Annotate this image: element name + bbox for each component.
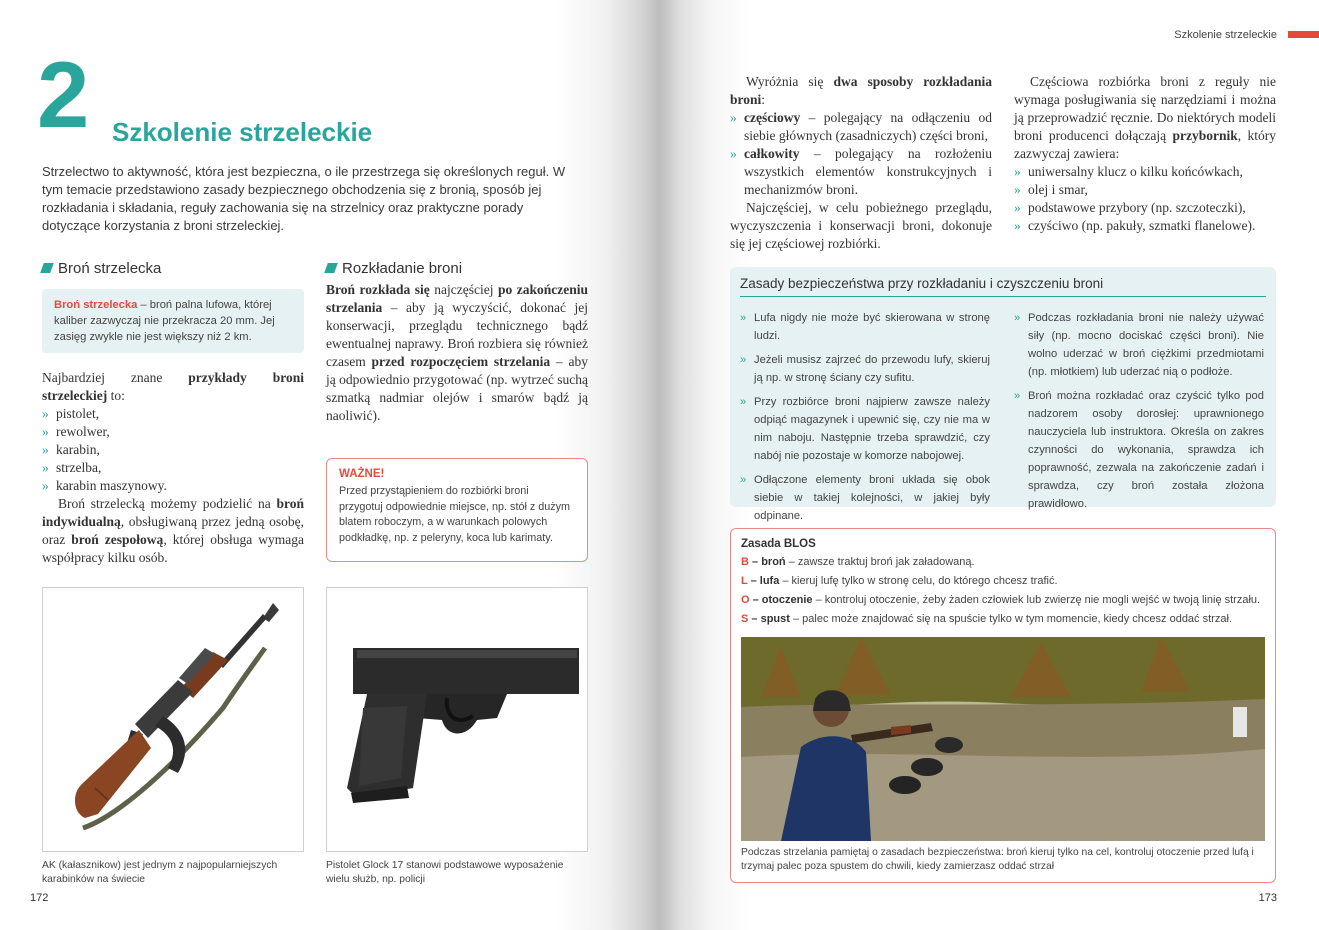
page-number-right: 173 [1258,892,1277,904]
safety-rules-left [740,309,990,531]
warning-box [326,458,588,562]
section-marker-icon [40,263,54,273]
list-item: » rewolwer, [42,423,304,441]
section-heading-rozkladanie: Rozkładanie broni [326,260,462,277]
list-item: » Broń można rozkładać oraz czyścić tylko pod nadzorem osoby dorosłej: uprawnionego nauczyciela lub instruktora. Określa on zakres czynności do wykonania, sprawdza ich poprawność, zezwala na zakończenie zadań i sprawdza, czy broń została złożona prawidłowo. [1014,387,1264,513]
list-item: » całkowity – polegający na rozłożeniu wszystkich elementów konstrukcyjnych i mechanizmów broni. [730,145,992,199]
safety-rules-right [1014,309,1264,519]
list-item: » Przy rozbiórce broni najpierw zawsze należy odpiąć magazynek i upewnić się, czy nie ma w nim naboju. Następnie trzeba sprawdzić, czy nabój nie pozostaje w komorze nabojowej. [740,393,990,465]
list-item: » Odłączone elementy broni układa się obok siebie w takiej kolejności, w jakiej były odpinane. [740,471,990,525]
definition-term: Broń strzelecka [54,299,138,311]
shooting-range-photo [741,637,1265,841]
methods-list [730,109,992,199]
range-photo-caption: Podczas strzelania pamiętaj o zasadach bezpieczeństwa: broń kieruj tylko na cel, kontroluj otoczenie przed lufą i trzymaj palec poza spustem do chwili, kiedy zamierzasz oddać strzał [741,847,1254,872]
list-item: » częściowy – polegający na odłączeniu od siebie głównych (zasadniczych) części broni, [730,109,992,145]
methods-paragraph: Najczęściej, w celu pobieżnego przeglądu, wyczyszczenia i konserwacji broni, dokonuje się jej częściowej rozbiórki. [730,200,992,251]
list-item: » Jeżeli musisz zajrzeć do przewodu lufy, skieruj ją np. w stronę ściany czy sufitu. [740,351,990,387]
list-item: » podstawowe przybory (np. szczoteczki), [1014,199,1276,217]
definition-text: – broń palna lufowa, której kaliber zazwyczaj nie przekracza 20 mm. Jej zasięg zwykle nie jest większy niż 2 km. [54,299,275,343]
safety-rules-title: Zasady bezpieczeństwa przy rozkładaniu i czyszczeniu broni [740,276,1266,297]
photo2-caption: Pistolet Glock 17 stanowi podstawowe wyposażenie wielu służb, np. policji [326,860,564,885]
kit-column: Częściowa rozbiórka broni z reguły nie wymaga posługiwania się narzędziami i można ją przeprowadzić ręcznie. Do niektórych modeli broni producenci dołączają przybornik, który zazwyczaj zawiera: » uniwersalny klucz o kilku końcówkach, » olej i smar, » podstawowe przybory (np. szczoteczki), » czyściwo (np. pakuły, szmatki flanelowe). [1014,73,1276,235]
kit-list [1014,163,1276,235]
blos-row-s: S – spust – palec może znajdować się na spuście tylko w tym momencie, kiedy chcesz oddać strzał. [741,613,1232,625]
warning-title: WAŻNE! [339,468,385,480]
examples-intro: Najbardziej znane przykłady broni strzeleckiej to: [42,370,304,403]
header-accent-bar [1288,31,1319,38]
list-item: » Podczas rozkładania broni nie należy używać siły (np. mocno dociskać części broni). Nie wolno uderzać w broń ciężkimi przedmiotami (np. młotkiem) lub uderzać nią o podłoże. [1014,309,1264,381]
safety-rules-box [730,267,1276,522]
definition-box [42,289,304,353]
blos-rule-box [730,528,1276,883]
warning-text: Przed przystąpieniem do rozbiórki broni przygotuj odpowiednie miejsce, np. stół z dużym blatem roboczym, a w warunkach polowych podkładkę, np. z peleryny, koca lub karimaty. [339,485,571,544]
list-item: » karabin maszynowy. [42,477,304,495]
methods-column: Wyróżnia się dwa sposoby rozkładania broni: » częściowy – polegający na odłączeniu od siebie głównych (zasadniczych) części broni, » całkowity – polegający na rozłożeniu wszystkich elementów konstrukcyjnych i mechanizmów broni. Najczęściej, w celu pobieżnego przeglądu, wyczyszczenia i konserwacji broni, dokonuje się jej częściowej rozbiórki. [730,73,992,253]
right-page [660,0,1319,930]
blos-row-b: B – broń – zawsze traktuj broń jak załadowaną. [741,556,975,568]
section1-body [42,369,304,567]
list-item: » pistolet, [42,405,304,423]
section-marker-icon [324,263,338,273]
examples-list [42,405,304,495]
section-heading-bron-strzelecka: Broń strzelecka [42,260,161,277]
page-number-left: 172 [30,892,49,904]
list-item: » karabin, [42,441,304,459]
chapter-intro: Strzelectwo to aktywność, która jest bezpieczna, o ile przestrzega się określonych reguł. W tym temacie przedstawiono zasady bezpiecznego obchodzenia się z bronią, sposób jej rozkładania i składania, reguły zachowania się na strzelnicy oraz praktyczne porady dotyczące korzystania z broni strzeleckiej. [42,164,566,233]
blos-title: Zasada BLOS [741,538,816,550]
photo-ak-rifle [42,587,304,852]
list-item: » strzelba, [42,459,304,477]
division-paragraph: Broń strzelecką możemy podzielić na broń indywidualną, obsługiwaną przez jedną osobę, oraz broń zespołową, której obsługa wymaga współpracy kilku osób. [42,496,304,565]
list-item: » Lufa nigdy nie może być skierowana w stronę ludzi. [740,309,990,345]
list-item: » uniwersalny klucz o kilku końcówkach, [1014,163,1276,181]
running-header: Szkolenie strzeleckie [1174,29,1277,41]
glock-pistol-illustration [327,588,587,851]
chapter-number: 2 [37,42,88,147]
blos-row-o: O – otoczenie – kontroluj otoczenie, żeby żaden człowiek lub zwierzę nie mogli wejść w twoją linię strzału. [741,594,1261,606]
photo1-caption: AK (kałasznikow) jest jednym z najpopularniejszych karabinków na świecie [42,860,278,885]
list-item: » czyściwo (np. pakuły, szmatki flanelowe). [1014,217,1276,235]
photo-glock-pistol [326,587,588,852]
section2-body: Broń rozkłada się najczęściej po zakończeniu strzelania – aby ją wyczyścić, dokonać jej konserwacji, przeglądu technicznego bądź ewentualnej naprawy. Broń rozbiera się również czasem przed rozpoczęciem strzelania – aby ją odpowiednio przygotować (np. wytrzeć suchą szmatką nadmiar olejów i smarów bądź ją naoliwić). [326,282,588,423]
chapter-title: Szkolenie strzeleckie [112,117,373,147]
blos-row-l: L – lufa – kieruj lufę tylko w stronę celu, do którego chcesz trafić. [741,575,1058,587]
ak-rifle-illustration [43,588,303,851]
list-item: » olej i smar, [1014,181,1276,199]
shooting-range-illustration [741,637,1265,841]
